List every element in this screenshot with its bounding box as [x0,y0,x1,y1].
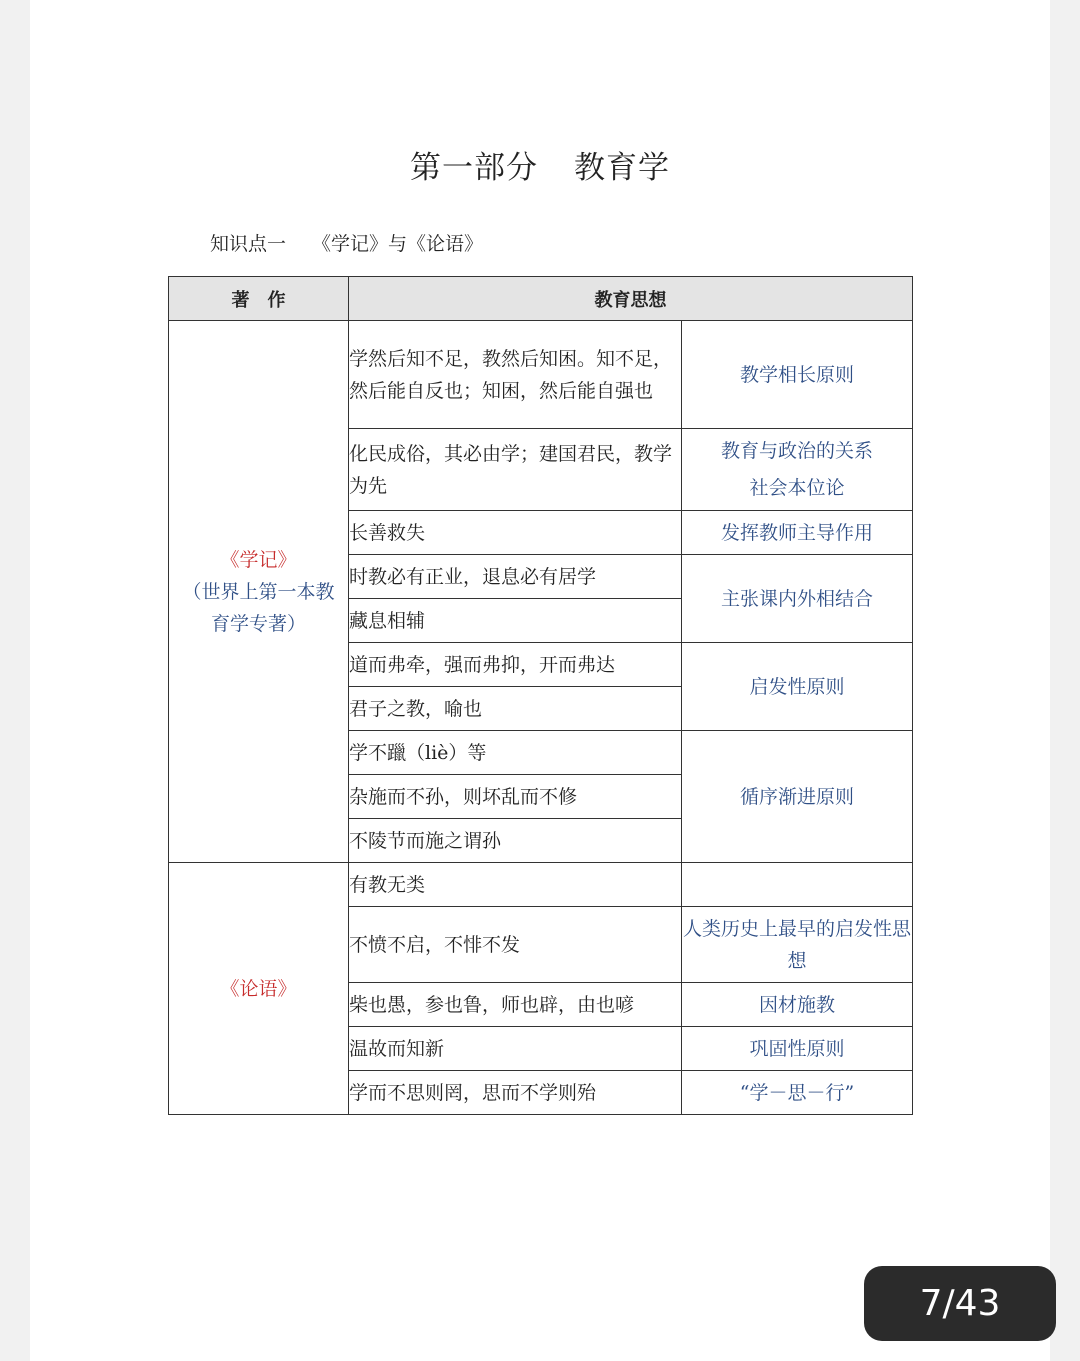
section-subtitle [210,229,483,256]
quote-cell: 学不躐（liè）等 [349,731,682,775]
quote-cell: 君子之教，喻也 [349,687,682,731]
title-part: 第一部分 [410,150,538,186]
quote-cell: 藏息相辅 [349,599,682,643]
quote-cell: 不陵节而施之谓孙 [349,819,682,863]
work-desc: 育学专著） [210,612,306,635]
quote-cell: 学然后知不足，教然后知困。知不足，然后能自反也；知困，然后能自强也 [349,321,682,429]
idea-line: 社会本位论 [749,476,845,499]
work-lunyu [169,863,349,1115]
table-row [169,863,913,907]
idea-line: 教育与政治的关系 [720,439,873,462]
quote-cell: 道而弗牵，强而弗抑，开而弗达 [349,643,682,687]
subtitle-label: 知识点一 [210,233,287,255]
idea-cell [682,863,913,907]
table-row [169,321,913,429]
work-desc: （世界上第一本教 [182,580,335,603]
knowledge-table [168,276,913,1115]
quote-cell: 杂施而不孙，则坏乱而不修 [349,775,682,819]
page-title [0,142,1080,187]
work-name: 《学记》 [220,548,297,571]
quote-cell: 学而不思则罔，思而不学则殆 [349,1071,682,1115]
idea-cell: “学－思－行” [682,1071,913,1115]
idea-cell: 发挥教师主导作用 [682,511,913,555]
quote-cell: 时教必有正业，退息必有居学 [349,555,682,599]
idea-cell: 主张课内外相结合 [682,555,913,643]
idea-cell: 循序渐进原则 [682,731,913,863]
idea-cell: 巩固性原则 [682,1027,913,1071]
work-name: 《论语》 [220,977,297,1000]
header-idea: 教育思想 [349,277,913,321]
subtitle-text: 《学记》与《论语》 [312,233,484,255]
idea-cell: 人类历史上最早的启发性思想 [682,907,913,983]
quote-cell: 化民成俗，其必由学；建国君民，教学为先 [349,429,682,511]
idea-cell: 教学相长原则 [682,321,913,429]
idea-cell: 因材施教 [682,983,913,1027]
quote-cell: 柴也愚，参也鲁，师也辟，由也喭 [349,983,682,1027]
page-indicator: 7/43 [864,1266,1056,1341]
header-work: 著 作 [169,277,349,321]
quote-cell: 温故而知新 [349,1027,682,1071]
title-part: 教育学 [574,150,670,186]
table-header-row [169,277,913,321]
idea-cell [682,429,913,511]
quote-cell: 有教无类 [349,863,682,907]
work-xueji [169,321,349,863]
idea-cell: 启发性原则 [682,643,913,731]
quote-cell: 长善救失 [349,511,682,555]
quote-cell: 不愤不启，不悱不发 [349,907,682,983]
